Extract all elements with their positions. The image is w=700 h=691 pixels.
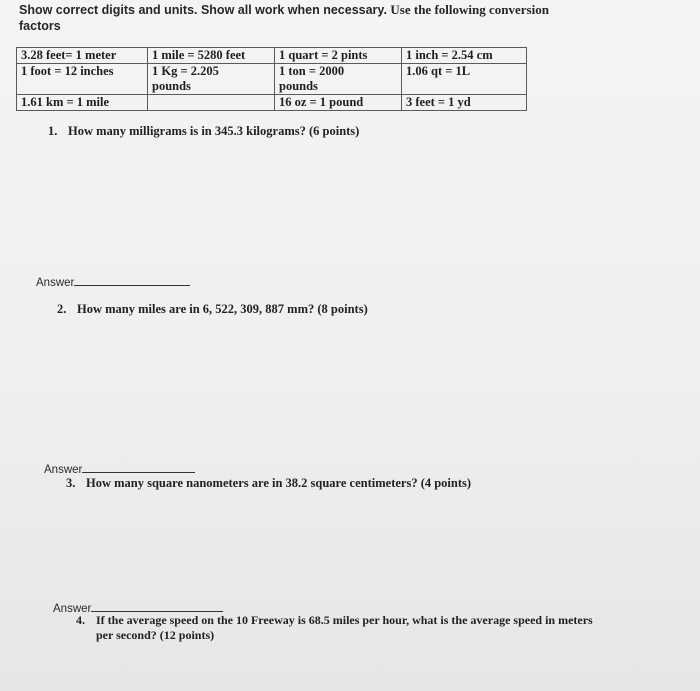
table-row [17, 95, 527, 111]
table-row [17, 64, 527, 95]
question-number: 3. [66, 476, 76, 490]
question-number: 4. [76, 613, 85, 627]
table-cell [148, 95, 275, 111]
answer-line[interactable] [91, 610, 223, 612]
table-cell: 1.61 km = 1 mile [17, 95, 148, 111]
question-number: 2. [57, 302, 67, 316]
table-cell: 16 oz = 1 pound [275, 95, 402, 111]
answer-label: Answer [36, 277, 75, 289]
question-text: How many square nanometers are in 38.2 square centimeters? (4 points) [86, 476, 472, 490]
instructions-part-3: factors [19, 19, 61, 33]
answer-2 [44, 464, 195, 476]
question-1 [48, 124, 359, 139]
question-2 [57, 302, 368, 317]
table-cell: 3.28 feet= 1 meter [17, 48, 148, 64]
answer-label: Answer [44, 464, 83, 476]
table-cell: 1 ton = 2000 pounds [275, 64, 402, 95]
table-cell: 1 quart = 2 pints [275, 48, 402, 64]
question-number: 1. [48, 124, 58, 138]
answer-1 [36, 277, 190, 289]
table-row [17, 48, 527, 64]
answer-label: Answer [53, 603, 92, 615]
question-text: How many milligrams is in 345.3 kilograms? (6 points) [68, 124, 360, 138]
conversion-table [16, 47, 527, 111]
question-3 [66, 476, 471, 491]
table-cell: 1 inch = 2.54 cm [402, 48, 527, 64]
question-text: How many miles are in 6, 522, 309, 887 mm? (8 points) [77, 302, 368, 316]
table-cell: 1 mile = 5280 feet [148, 48, 275, 64]
answer-line[interactable] [74, 284, 190, 286]
question-text: If the average speed on the 10 Freeway is 68.5 miles per hour, what is the average speed in meters [96, 613, 593, 627]
question-text-continued: per second? (12 points) [96, 628, 215, 642]
answer-line[interactable] [82, 471, 195, 473]
instructions [19, 2, 619, 34]
question-4 [76, 613, 686, 643]
table-cell: 1.06 qt = 1L [402, 64, 527, 95]
table-cell: 1 foot = 12 inches [17, 64, 148, 95]
instructions-part-1: Show correct digits and units. Show all work when necessary. [19, 3, 387, 17]
table-cell: 3 feet = 1 yd [402, 95, 527, 111]
instructions-part-2: Use the following conversion [390, 2, 549, 17]
table-cell: 1 Kg = 2.205 pounds [148, 64, 275, 95]
